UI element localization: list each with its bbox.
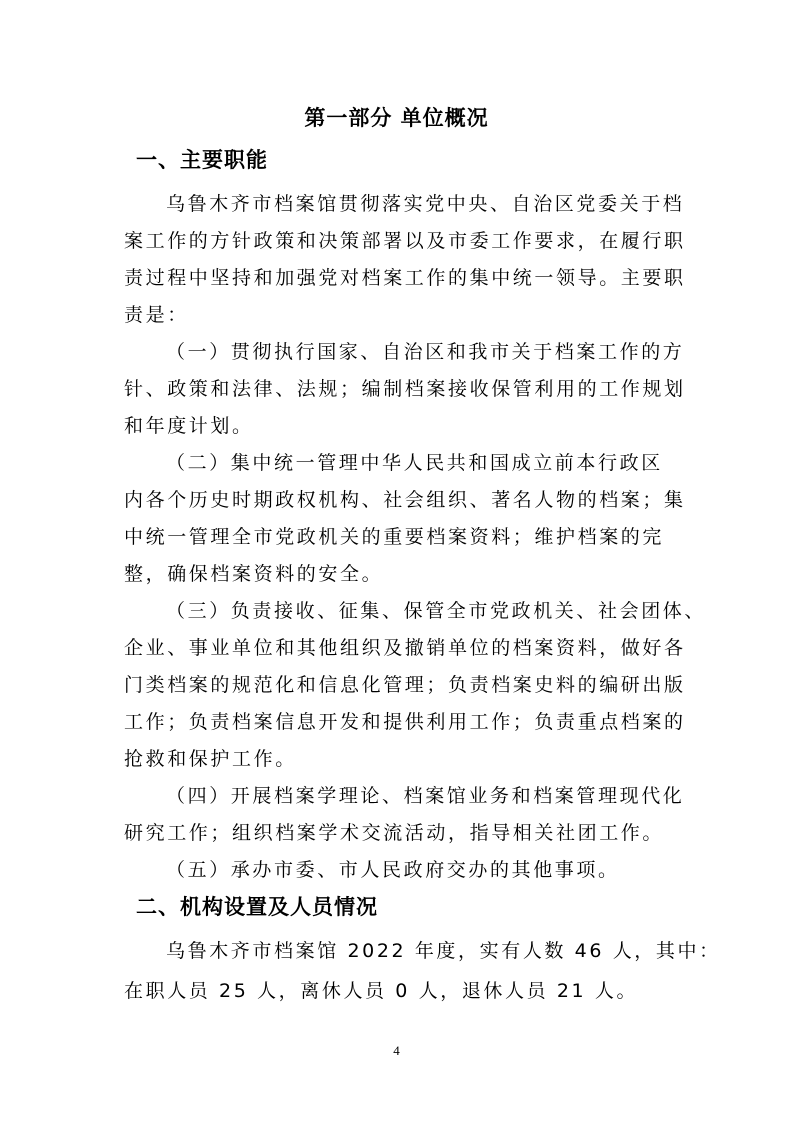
paragraph-line: （二）集中统一管理中华人民共和国成立前本行政区 <box>166 452 663 474</box>
paragraph-line: 在职人员 25 人，离休人员 0 人，退休人员 21 人。 <box>124 980 639 1002</box>
paragraph-line: 抢救和保护工作。 <box>124 748 297 770</box>
paragraph-line: 企业、事业单位和其他组织及撤销单位的档案资料，做好各 <box>124 637 686 659</box>
paragraph-line: 责过程中坚持和加强党对档案工作的集中统一领导。主要职 <box>124 267 686 289</box>
paragraph-line: 乌鲁木齐市档案馆贯彻落实党中央、自治区党委关于档 <box>166 193 685 215</box>
page-number: 4 <box>393 1043 400 1058</box>
section-heading-organization-staffing: 二、机构设置及人员情况 <box>136 895 378 919</box>
paragraph-line: 责是： <box>124 304 189 326</box>
paragraph-line: （五）承办市委、市人民政府交办的其他事项。 <box>166 859 620 881</box>
paragraph-line: 研究工作；组织档案学术交流活动，指导相关社团工作。 <box>124 822 665 844</box>
paragraph-line: 乌鲁木齐市档案馆 2022 年度，实有人数 46 人，其中： <box>166 940 721 962</box>
page-title: 第一部分 单位概况 <box>304 106 489 130</box>
paragraph-line: （三）负责接收、征集、保管全市党政机关、社会团体、 <box>166 600 707 622</box>
paragraph-line: （一）贯彻执行国家、自治区和我市关于档案工作的方 <box>166 341 685 363</box>
paragraph-line: 整，确保档案资料的安全。 <box>124 563 384 585</box>
paragraph-line: 门类档案的规范化和信息化管理；负责档案史料的编研出版 <box>124 674 686 696</box>
paragraph-line: 内各个历史时期政权机构、社会组织、著名人物的档案；集 <box>124 489 686 511</box>
paragraph-line: 和年度计划。 <box>124 415 254 437</box>
paragraph-line: （四）开展档案学理论、档案馆业务和档案管理现代化 <box>166 785 685 807</box>
paragraph-line: 中统一管理全市党政机关的重要档案资料；维护档案的完 <box>124 526 665 548</box>
paragraph-line: 针、政策和法律、法规；编制档案接收保管利用的工作规划 <box>124 378 686 400</box>
paragraph-line: 案工作的方针政策和决策部署以及市委工作要求，在履行职 <box>124 230 686 252</box>
paragraph-line: 工作；负责档案信息开发和提供利用工作；负责重点档案的 <box>124 711 686 733</box>
section-heading-main-functions: 一、主要职能 <box>136 148 268 172</box>
